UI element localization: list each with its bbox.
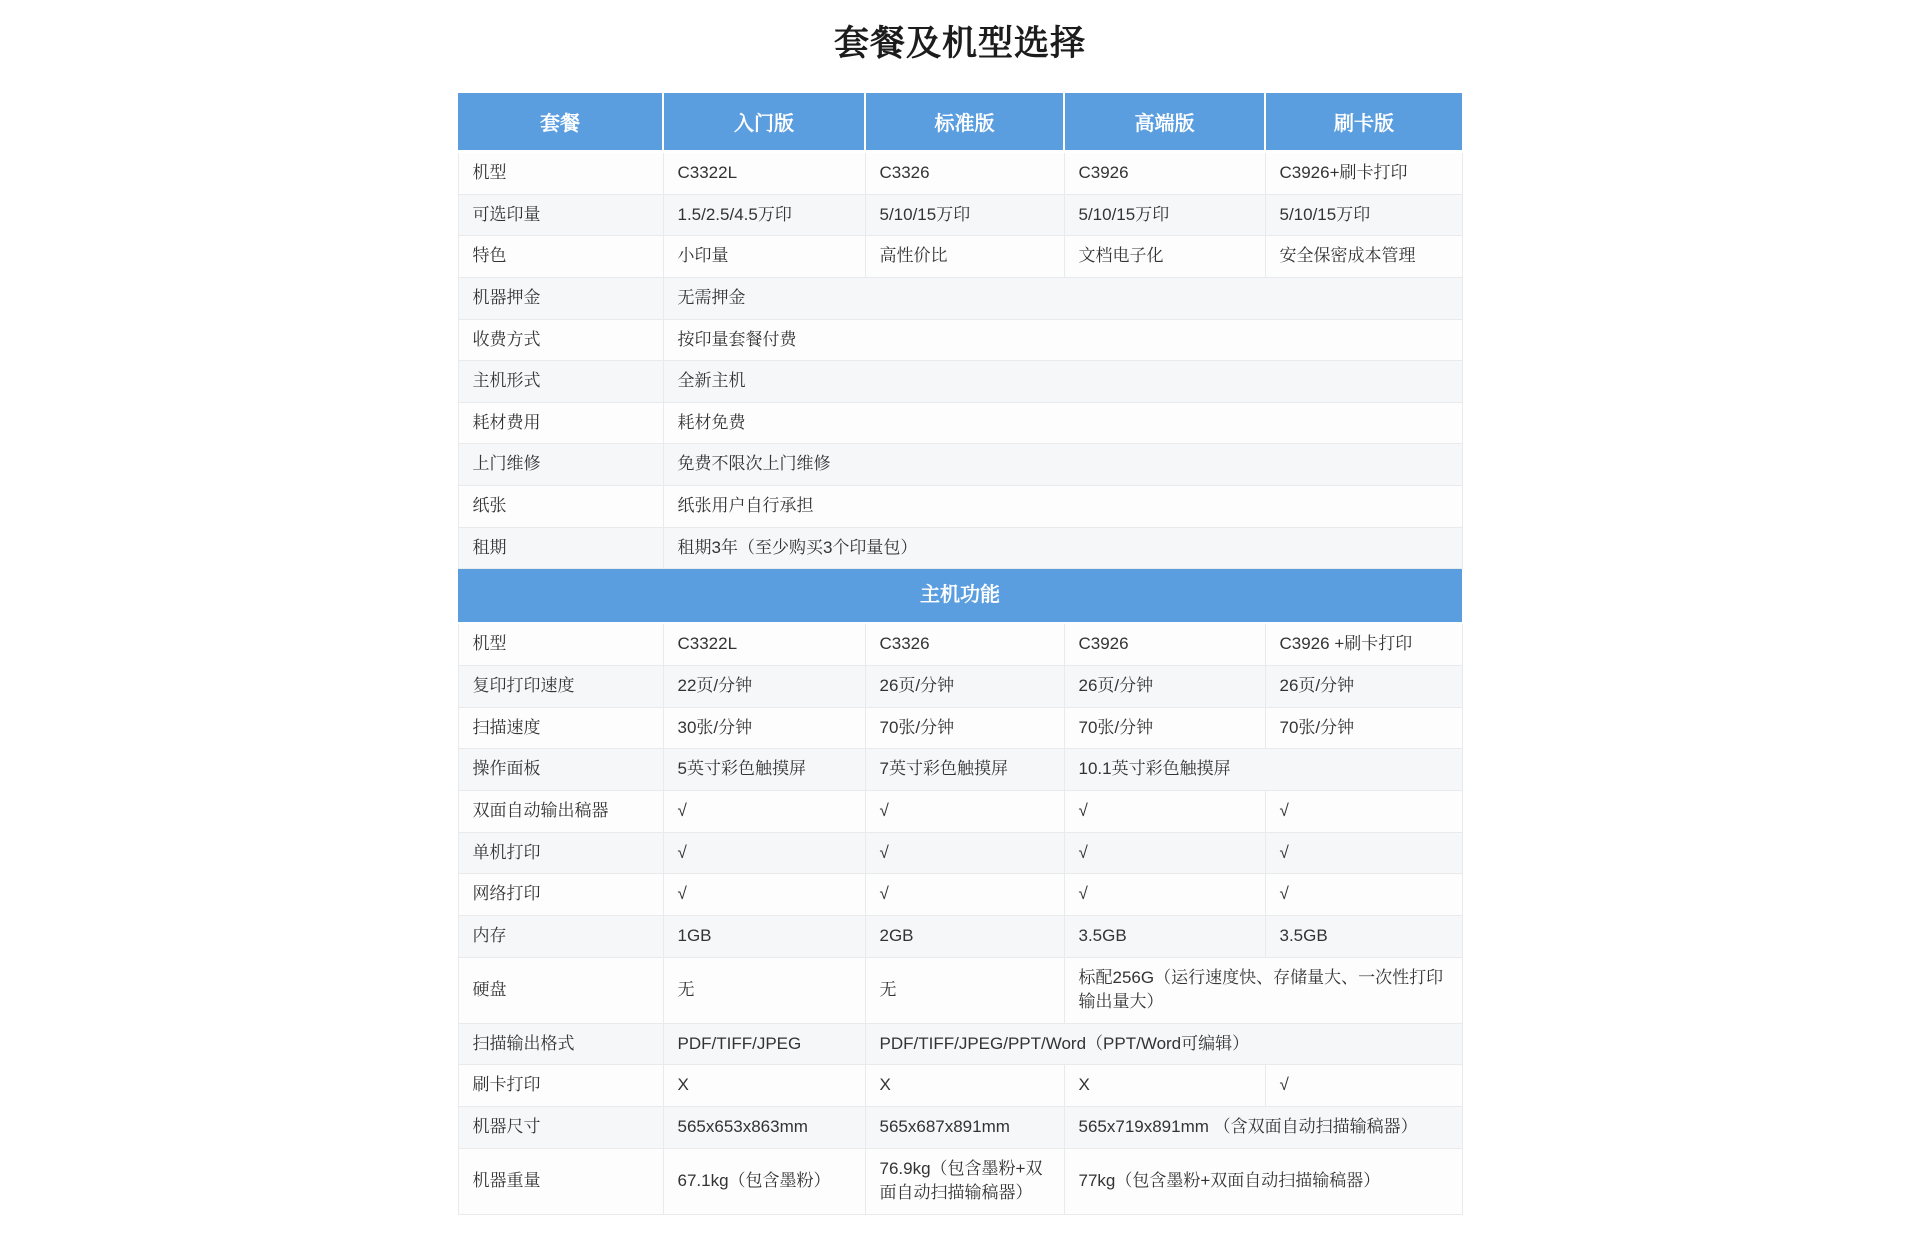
column-header-entry: 入门版: [663, 93, 865, 152]
table-cell: 文档电子化: [1064, 236, 1265, 278]
row-label: 机型: [458, 152, 663, 195]
row-label: 租期: [458, 527, 663, 569]
table-row: [458, 152, 1462, 195]
table-cell: 77kg（包含墨粉+双面自动扫描输稿器）: [1064, 1148, 1462, 1214]
table-cell: C3926: [1064, 152, 1265, 195]
column-header-card: 刷卡版: [1265, 93, 1462, 152]
section-host-functions: [458, 569, 1462, 1215]
table-cell: C3926 +刷卡打印: [1265, 623, 1462, 665]
table-cell: 5/10/15万印: [865, 194, 1064, 236]
table-cell: 26页/分钟: [1265, 666, 1462, 708]
table-cell: 5/10/15万印: [1064, 194, 1265, 236]
table-cell: C3322L: [663, 623, 865, 665]
row-label: 特色: [458, 236, 663, 278]
table-cell: √: [1064, 874, 1265, 916]
table-cell: 安全保密成本管理: [1265, 236, 1462, 278]
row-label: 双面自动输出稿器: [458, 790, 663, 832]
table-cell: √: [1265, 874, 1462, 916]
table-cell: C3326: [865, 623, 1064, 665]
table-cell: 67.1kg（包含墨粉）: [663, 1148, 865, 1214]
table-cell: 标配256G（运行速度快、存储量大、一次性打印输出量大）: [1064, 957, 1462, 1023]
table-cell: X: [663, 1065, 865, 1107]
table-row: [458, 486, 1462, 528]
table-row: [458, 1107, 1462, 1149]
table-cell: √: [663, 790, 865, 832]
table-cell: 565x687x891mm: [865, 1107, 1064, 1149]
table-header: [458, 93, 1462, 152]
table-cell: 小印量: [663, 236, 865, 278]
table-cell: C3322L: [663, 152, 865, 195]
table-row: [458, 1148, 1462, 1214]
row-label: 机器重量: [458, 1148, 663, 1214]
table-cell: 1GB: [663, 915, 865, 957]
header-row: [458, 93, 1462, 152]
table-cell: PDF/TIFF/JPEG/PPT/Word（PPT/Word可编辑）: [865, 1023, 1462, 1065]
table-row: [458, 236, 1462, 278]
table-cell: 3.5GB: [1265, 915, 1462, 957]
table-row: [458, 277, 1462, 319]
table-cell: 5/10/15万印: [1265, 194, 1462, 236]
table-cell: √: [1064, 790, 1265, 832]
table-row: [458, 874, 1462, 916]
row-label: 内存: [458, 915, 663, 957]
table-cell: X: [865, 1065, 1064, 1107]
table-row: [458, 194, 1462, 236]
table-row: [458, 319, 1462, 361]
table-row: [458, 666, 1462, 708]
table-cell: 565x653x863mm: [663, 1107, 865, 1149]
table-cell: 26页/分钟: [1064, 666, 1265, 708]
table-cell: 无: [865, 957, 1064, 1023]
table-cell: √: [663, 832, 865, 874]
table-row: [458, 402, 1462, 444]
table-row: [458, 790, 1462, 832]
table-cell: 纸张用户自行承担: [663, 486, 1462, 528]
table-cell: 70张/分钟: [1064, 707, 1265, 749]
row-label: 机器尺寸: [458, 1107, 663, 1149]
table-cell: 租期3年（至少购买3个印量包）: [663, 527, 1462, 569]
table-cell: √: [865, 874, 1064, 916]
table-cell: 70张/分钟: [1265, 707, 1462, 749]
table-row: [458, 623, 1462, 665]
table-cell: 按印量套餐付费: [663, 319, 1462, 361]
section-header: 主机功能: [458, 569, 1462, 624]
table-cell: 5英寸彩色触摸屏: [663, 749, 865, 791]
table-row: [458, 527, 1462, 569]
row-label: 纸张: [458, 486, 663, 528]
table-cell: 全新主机: [663, 361, 1462, 403]
row-label: 网络打印: [458, 874, 663, 916]
table-cell: 10.1英寸彩色触摸屏: [1064, 749, 1462, 791]
table-cell: √: [1265, 1065, 1462, 1107]
table-row: [458, 361, 1462, 403]
table-row: [458, 444, 1462, 486]
row-label: 机型: [458, 623, 663, 665]
table-cell: 无: [663, 957, 865, 1023]
table-cell: 26页/分钟: [865, 666, 1064, 708]
row-label: 可选印量: [458, 194, 663, 236]
column-header-highend: 高端版: [1064, 93, 1265, 152]
table-cell: 无需押金: [663, 277, 1462, 319]
column-header-standard: 标准版: [865, 93, 1064, 152]
table-cell: 1.5/2.5/4.5万印: [663, 194, 865, 236]
table-cell: √: [1265, 832, 1462, 874]
table-row: [458, 1023, 1462, 1065]
table-cell: X: [1064, 1065, 1265, 1107]
row-label: 上门维修: [458, 444, 663, 486]
table-cell: √: [663, 874, 865, 916]
table-cell: √: [865, 832, 1064, 874]
table-row: [458, 957, 1462, 1023]
table-row: [458, 707, 1462, 749]
row-label: 耗材费用: [458, 402, 663, 444]
row-label: 刷卡打印: [458, 1065, 663, 1107]
table-cell: √: [1265, 790, 1462, 832]
table-row: [458, 1065, 1462, 1107]
table-cell: 高性价比: [865, 236, 1064, 278]
package-spec-table: [458, 93, 1463, 1215]
table-row: [458, 832, 1462, 874]
row-label: 复印打印速度: [458, 666, 663, 708]
table-cell: 免费不限次上门维修: [663, 444, 1462, 486]
section-package-terms: [458, 152, 1462, 569]
table-cell: 2GB: [865, 915, 1064, 957]
row-label: 扫描速度: [458, 707, 663, 749]
table-row: [458, 915, 1462, 957]
row-label: 机器押金: [458, 277, 663, 319]
table-cell: √: [1064, 832, 1265, 874]
section-header-row: [458, 569, 1462, 624]
table-cell: 耗材免费: [663, 402, 1462, 444]
column-header-package: 套餐: [458, 93, 663, 152]
table-row: [458, 749, 1462, 791]
table-cell: 22页/分钟: [663, 666, 865, 708]
table-cell: C3326: [865, 152, 1064, 195]
table-cell: 70张/分钟: [865, 707, 1064, 749]
row-label: 操作面板: [458, 749, 663, 791]
table-cell: 76.9kg（包含墨粉+双面自动扫描输稿器）: [865, 1148, 1064, 1214]
table-cell: C3926: [1064, 623, 1265, 665]
table-cell: 30张/分钟: [663, 707, 865, 749]
table-cell: √: [865, 790, 1064, 832]
row-label: 主机形式: [458, 361, 663, 403]
table-cell: C3926+刷卡打印: [1265, 152, 1462, 195]
row-label: 硬盘: [458, 957, 663, 1023]
row-label: 单机打印: [458, 832, 663, 874]
table-cell: 565x719x891mm （含双面自动扫描输稿器）: [1064, 1107, 1462, 1149]
table-cell: PDF/TIFF/JPEG: [663, 1023, 865, 1065]
row-label: 收费方式: [458, 319, 663, 361]
row-label: 扫描输出格式: [458, 1023, 663, 1065]
page-title: 套餐及机型选择: [833, 24, 1086, 63]
table-cell: 3.5GB: [1064, 915, 1265, 957]
table-cell: 7英寸彩色触摸屏: [865, 749, 1064, 791]
